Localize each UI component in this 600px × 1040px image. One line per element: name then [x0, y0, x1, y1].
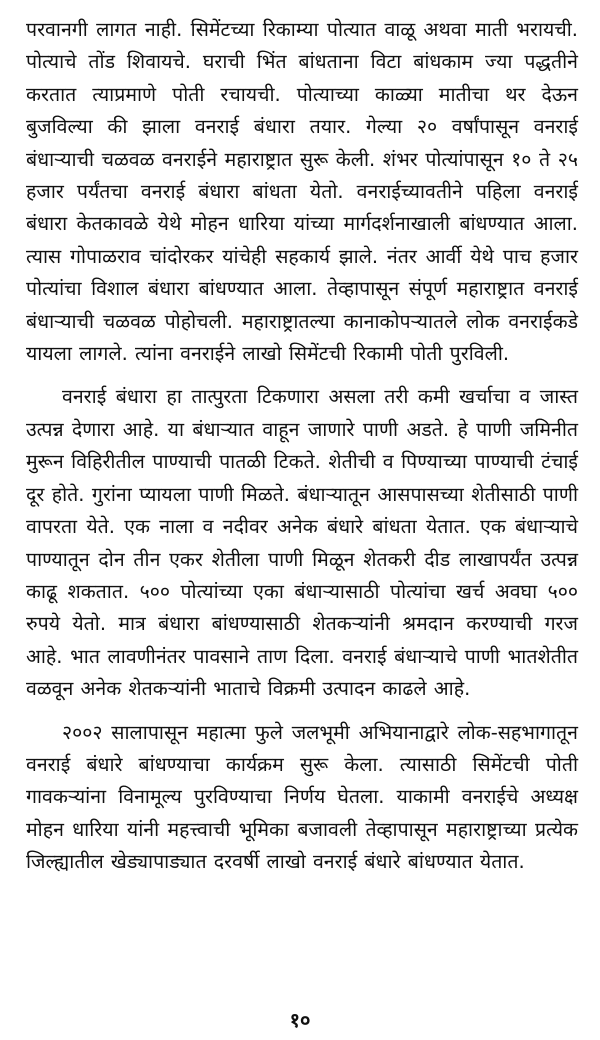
page-number: १० — [289, 1008, 311, 1032]
paragraph-1: परवानगी लागत नाही. सिमेंटच्या रिकाम्या पोत्यात वाळू अथवा माती भरायची. पोत्याचे तोंड शिवायचे. घराची भिंत बांधताना विटा बांधकाम ज्या पद्धतीने करतात त्याप्रमाणे पोती रचायची. पोत्याच्या काळ्या मातीचा थर देऊन बुजविल्या की झाला वनराई बंधारा तयार. गेल्या २० वर्षांपासून वनराई बंधाऱ्याची चळवळ वनराईने महाराष्ट्रात सुरू केली. शंभर पोत्यांपासून १० ते २५ हजार पर्यंतचा वनराई बंधारा बांधता येतो. वनराईच्यावतीने पहिला वनराई बंधारा केतकावळे येथे मोहन धारिया यांच्या मार्गदर्शनाखाली बांधण्यात आला. त्यास गोपाळराव चांदोरकर यांचेही सहकार्य झाले. नंतर आर्वी येथे पाच हजार पोत्यांचा विशाल बंधारा बांधण्यात आला. तेव्हापासून संपूर्ण महाराष्ट्रात वनराई बंधाऱ्याची चळवळ पोहोचली. महाराष्ट्रातल्या कानाकोपऱ्यातले लोक वनराईकडे यायला लागले. त्यांना वनराईने लाखो सिमेंटची रिकामी पोती पुरविली. — [26, 18, 578, 366]
paragraph-gap — [26, 706, 578, 717]
paragraph-2: वनराई बंधारा हा तात्पुरता टिकणारा असला तरी कमी खर्चाचा व जास्त उत्पन्न देणारा आहे. या बंधाऱ्यात वाहून जाणारे पाणी अडते. हे पाणी जमिनीत मुरून विहिरीतील पाण्याची पातळी टिकते. शेतीची व पिण्याच्या पाण्याची टंचाई दूर होते. गुरांना प्यायला पाणी मिळते. बंधाऱ्यातून आसपासच्या शेतीसाठी पाणी वापरता येते. एक नाला व नदीवर अनेक बंधारे बांधता येतात. एक बंधाऱ्याचे पाण्यातून दोन तीन एकर शेतीला पाणी मिळून शेतकरी दीड लाखापर्यंत उत्पन्न काढू शकतात. ५०० पोत्यांच्या एका बंधाऱ्यासाठी पोत्यांचा खर्च अवघा ५०० रुपये येतो. मात्र बंधारा बांधण्यासाठी शेतकऱ्यांनी श्रमदान करण्याची गरज आहे. भात लावणीनंतर पावसाने ताण दिला. वनराई बंधाऱ्याचे पाणी भातशेतीत वळवून अनेक शेतकऱ्यांनी भाताचे विक्रमी उत्पादन काढले आहे. — [26, 385, 578, 701]
paragraph-gap — [26, 370, 578, 381]
paragraph-3: २००२ सालापासून महात्मा फुले जलभूमी अभियानाद्वारे लोक-सहभागातून वनराई बंधारे बांधण्याचा कार्यक्रम सुरू केला. त्यासाठी सिमेंटची पोती गावकऱ्यांना विनामूल्य पुरविण्याचा निर्णय घेतला. याकामी वनराईचे अध्यक्ष मोहन धारिया यांनी महत्त्वाची भूमिका बजावली तेव्हापासून महाराष्ट्राच्या प्रत्येक जिल्ह्यातील खेड्यापाड्यात दरवर्षी लाखो वनराई बंधारे बांधण्यात येतात. — [26, 720, 578, 874]
